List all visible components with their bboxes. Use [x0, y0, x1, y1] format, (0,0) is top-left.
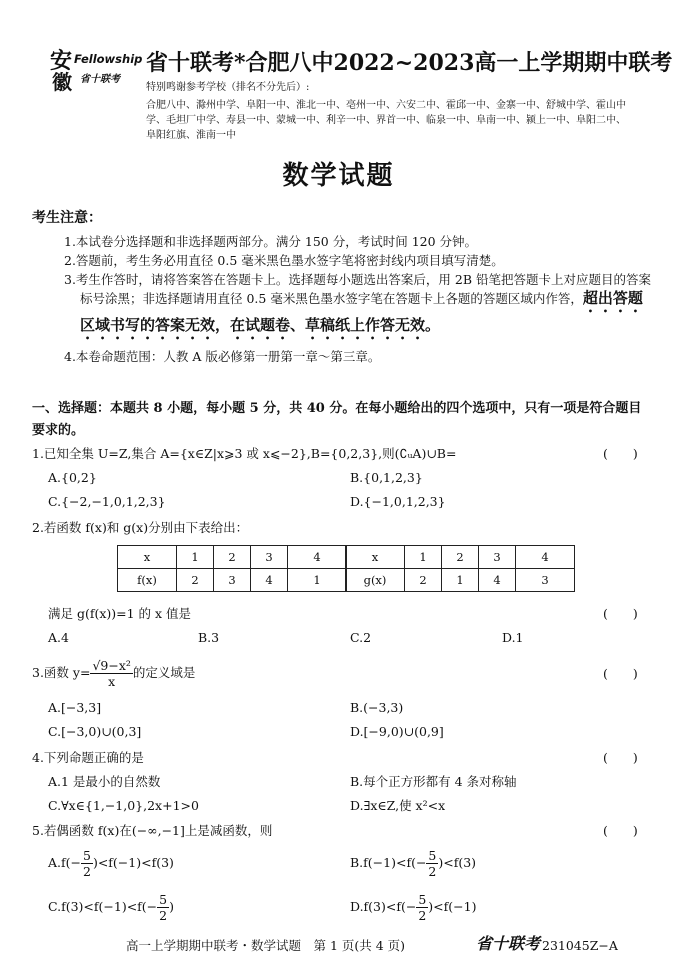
q3-stem — [32, 658, 195, 689]
table-cell: 3 — [214, 569, 251, 592]
fraction-denominator: 2 — [159, 908, 168, 923]
notice-item-1: 1.本试卷分选择题和非选择题两部分。满分 150 分，考试时间 120 分钟。 — [64, 234, 478, 249]
q2-option-d: D.1 — [502, 630, 524, 645]
table-cell: 3 — [479, 546, 516, 569]
q5-option-c — [48, 892, 174, 923]
q4-option-b: B.每个正方形都有 4 条对称轴 — [350, 774, 517, 789]
table-cell: 4 — [516, 546, 575, 569]
logo-brand-text: 省十联考 — [80, 74, 120, 85]
table-cell: 1 — [288, 569, 347, 592]
q5-a-post: )<f(−1)<f(3) — [92, 855, 174, 870]
table-cell: 2 — [214, 546, 251, 569]
table-cell: 2 — [405, 569, 442, 592]
fraction-numerator: 5 — [159, 892, 168, 907]
table-cell: 2 — [442, 546, 479, 569]
table-cell: f(x) — [118, 569, 177, 592]
table-cell: 2 — [177, 569, 214, 592]
page-footer: 高一上学期期中联考・数学试题 第 1 页(共 4 页) — [126, 938, 406, 953]
section-title: 一、选择题：本题共 8 小题，每小题 5 分，共 40 分。在每小题给出的四个选项中，只有一项是符合题目要求的。 — [32, 401, 642, 438]
notice-item-3-text: 3.考生作答时，请将答案答在答题卡上。选择题每小题选出答案后，用 2B 铅笔把答题卡上对应题目的答案标号涂黑；非选择题请用直径 0.5 毫米黑色墨水签字笔在答题卡上各题的答题区域内作答， — [64, 272, 652, 306]
table-cell: 4 — [251, 569, 288, 592]
q1-option-a: A.{0,2} — [48, 470, 97, 485]
notice-item-2: 2.答题前，考生务必用直径 0.5 毫米黑色墨水签字笔将密封线内项目填写清楚。 — [64, 253, 504, 268]
q5-option-a — [48, 848, 174, 879]
q3-option-c: C.[−3,0)∪(0,3] — [48, 724, 142, 739]
q1-option-c: C.{−2,−1,0,1,2,3} — [48, 494, 166, 509]
notice-item-3 — [64, 270, 652, 343]
q2-answer-paren: ( ) — [603, 606, 638, 621]
q4-option-a: A.1 是最小的自然数 — [48, 774, 161, 789]
q5-option-d — [350, 892, 476, 923]
q5-c-pre: C.f(3)<f(−1)<f(− — [48, 899, 158, 914]
school-list: 合肥八中、滁州中学、阜阳一中、淮北一中、亳州一中、六安二中、霍邱一中、金寨一中、舒城中学、霍山中学、毛坦厂中学、寿县一中、蒙城一中、利辛一中、界首一中、临泉一中、阜南一中、颍上一中、阜阳二中、阜阳红旗、淮南一中 — [146, 100, 626, 141]
table-g — [345, 545, 575, 592]
table-cell: 3 — [251, 546, 288, 569]
q5-d-fraction — [416, 892, 428, 923]
q5-b-pre: B.f(−1)<f(− — [350, 855, 427, 870]
q1-stem: 1.已知全集 U=Z,集合 A={x∈Z|x⩾3 或 x⩽−2},B={0,2,3},则(∁ᵤA)∪B= — [32, 446, 457, 461]
q4-answer-paren: ( ) — [603, 750, 638, 765]
notice-emphasis: 超出答题区域书写的答案无效，在试题卷、草稿纸上作答无效。 — [80, 289, 643, 334]
q5-answer-paren: ( ) — [603, 823, 638, 838]
q1-option-b: B.{0,1,2,3} — [350, 470, 423, 485]
q5-d-pre: D.f(3)<f(− — [350, 899, 417, 914]
table-cell: 3 — [516, 569, 575, 592]
q5-b-fraction — [426, 848, 438, 879]
footer-code: 231045Z−A — [542, 938, 618, 953]
q5-c-fraction — [157, 892, 169, 923]
q4-option-d: D.∃x∈Z,使 x²<x — [350, 798, 446, 813]
q3-option-a: A.[−3,3] — [48, 700, 102, 715]
fraction-numerator: 5 — [418, 892, 427, 907]
q2-option-a: A.4 — [48, 630, 69, 645]
logo-char-top: 安 — [50, 48, 73, 74]
q3-fraction — [90, 658, 132, 689]
page-title: 数学试题 — [282, 161, 395, 191]
table-cell: 1 — [442, 569, 479, 592]
fraction-denominator: 2 — [418, 908, 427, 923]
q5-option-b — [350, 848, 476, 879]
fraction-denominator: 2 — [428, 864, 437, 879]
q1-answer-paren: ( ) — [603, 446, 638, 461]
q5-stem: 5.若偶函数 f(x)在(−∞,−1]上是减函数，则 — [32, 823, 273, 838]
table-cell: g(x) — [346, 569, 405, 592]
logo-char-bottom: 徽 — [52, 70, 72, 94]
q4-option-c: C.∀x∈{1,−1,0},2x+1>0 — [48, 798, 199, 813]
thanks-line: 特别鸣谢参考学校（排名不分先后）: — [146, 82, 310, 93]
q2-option-c: C.2 — [350, 630, 372, 645]
q2-stem: 2.若函数 f(x)和 g(x)分别由下表给出： — [32, 520, 249, 535]
notice-title: 考生注意： — [32, 210, 102, 226]
fraction-numerator: 5 — [428, 848, 437, 863]
fraction-numerator: 5 — [82, 848, 91, 863]
table-g-value-row — [346, 569, 575, 592]
table-cell: x — [346, 546, 405, 569]
footer-brand: 省十联考 — [476, 934, 541, 953]
table-cell: x — [118, 546, 177, 569]
table-cell: 1 — [405, 546, 442, 569]
fraction-denominator: 2 — [82, 864, 91, 879]
table-f — [117, 545, 347, 592]
q5-d-post: )<f(−1) — [428, 899, 477, 914]
logo-fellowship-text: Fellowship — [74, 52, 143, 66]
fellowship-logo — [50, 48, 142, 94]
q5-b-post: )<f(3) — [438, 855, 477, 870]
exam-title: 省十联考*合肥八中2022~2023高一上学期期中联考 — [146, 50, 673, 76]
table-cell: 1 — [177, 546, 214, 569]
q2-sub-stem: 满足 g(f(x))=1 的 x 值是 — [48, 606, 192, 621]
q3-numerator: √9−x² — [92, 658, 131, 673]
q3-suffix: 的定义域是 — [132, 665, 196, 680]
table-f-value-row — [118, 569, 347, 592]
q2-option-b: B.3 — [198, 630, 220, 645]
table-g-header-row — [346, 546, 575, 569]
q3-prefix: 3.函数 y= — [32, 665, 91, 680]
q3-denominator: x — [108, 674, 116, 689]
q3-option-b: B.(−3,3) — [350, 700, 404, 715]
table-cell: 4 — [288, 546, 347, 569]
notice-list — [64, 232, 652, 366]
q3-option-d: D.[−9,0)∪(0,9] — [350, 724, 444, 739]
table-f-header-row — [118, 546, 347, 569]
q3-answer-paren: ( ) — [603, 666, 638, 681]
q5-a-pre: A.f(− — [48, 855, 81, 870]
q5-c-post: ) — [169, 899, 174, 914]
notice-item-4: 4.本卷命题范围：人教 A 版必修第一册第一章～第三章。 — [64, 349, 381, 364]
q5-a-fraction — [81, 848, 93, 879]
q1-option-d: D.{−1,0,1,2,3} — [350, 494, 446, 509]
table-cell: 4 — [479, 569, 516, 592]
q4-stem: 4.下列命题正确的是 — [32, 750, 144, 765]
